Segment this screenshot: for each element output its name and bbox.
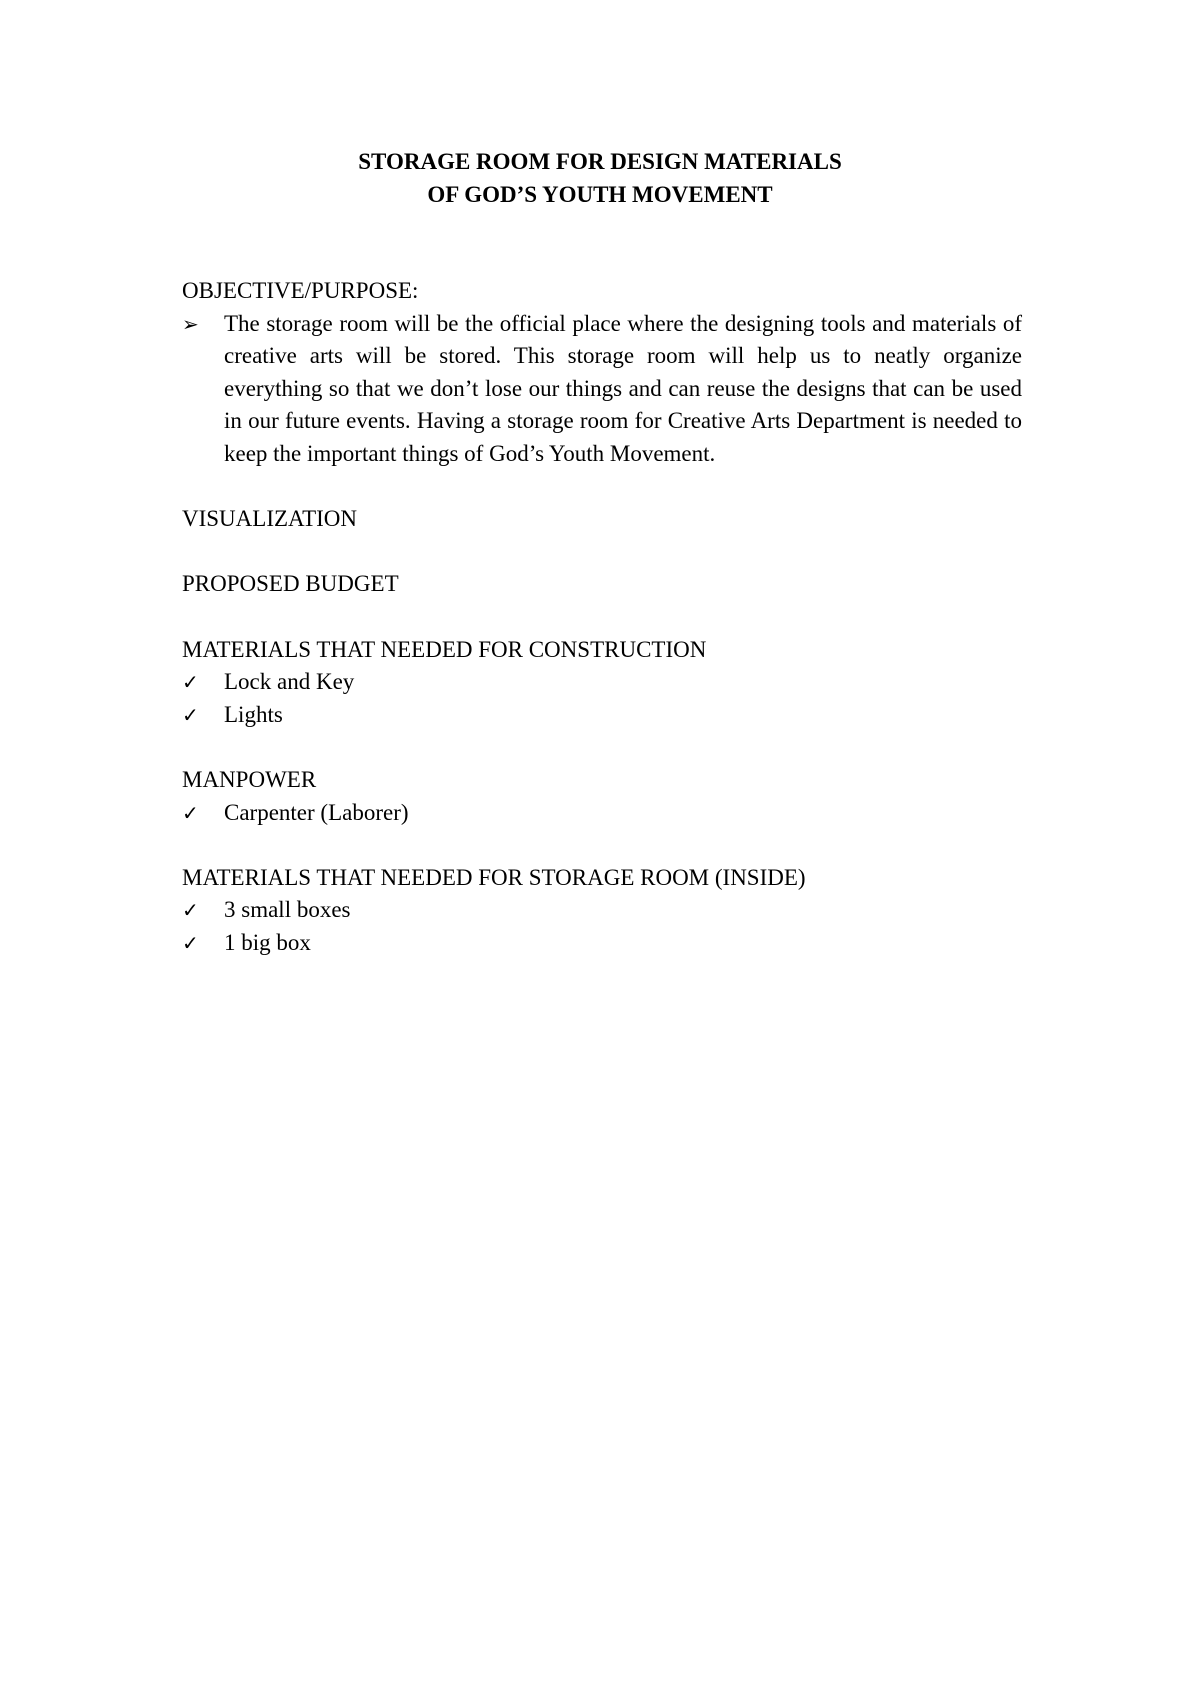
manpower-item-1: Carpenter (Laborer) xyxy=(224,799,409,825)
title-line-1: STORAGE ROOM FOR DESIGN MATERIALS xyxy=(358,149,842,174)
checkmark-icon: ✓ xyxy=(182,930,199,955)
title-line-2: OF GOD’S YOUTH MOVEMENT xyxy=(427,182,773,207)
objective-text: The storage room will be the official place where the designing tools and materials of creative arts will be stored. This storage room will help us to neatly organize everything so that we don’t lose our things and can reuse the designs that can be used in our future events. Having a storage room for Creative Arts Department is needed to keep the important things of God’s Youth Movement. xyxy=(224,310,1022,466)
list-item xyxy=(182,666,1022,699)
objective-bullet xyxy=(182,308,1022,471)
list-item xyxy=(182,797,1022,830)
list-item xyxy=(182,699,1022,732)
list-item xyxy=(182,894,1022,927)
construction-heading: MATERIALS THAT NEEDED FOR CONSTRUCTION xyxy=(182,636,707,662)
construction-item-1: Lock and Key xyxy=(224,669,355,695)
document-body xyxy=(182,275,1022,959)
manpower-heading: MANPOWER xyxy=(182,766,317,792)
checkmark-icon: ✓ xyxy=(182,898,199,923)
storage-item-2: 1 big box xyxy=(224,929,311,955)
arrow-bullet-icon: ➢ xyxy=(182,311,199,336)
objective-heading: OBJECTIVE/PURPOSE: xyxy=(182,278,419,303)
checkmark-icon: ✓ xyxy=(182,670,199,695)
construction-item-2: Lights xyxy=(224,701,283,727)
list-item xyxy=(182,927,1022,960)
checkmark-icon: ✓ xyxy=(182,702,199,727)
visualization-heading: VISUALIZATION xyxy=(182,506,358,532)
storage-item-1: 3 small boxes xyxy=(224,897,351,923)
budget-heading: PROPOSED BUDGET xyxy=(182,571,399,597)
document-title xyxy=(0,145,1200,211)
storage-inside-heading: MATERIALS THAT NEEDED FOR STORAGE ROOM (INSIDE) xyxy=(182,864,806,890)
checkmark-icon: ✓ xyxy=(182,800,199,825)
